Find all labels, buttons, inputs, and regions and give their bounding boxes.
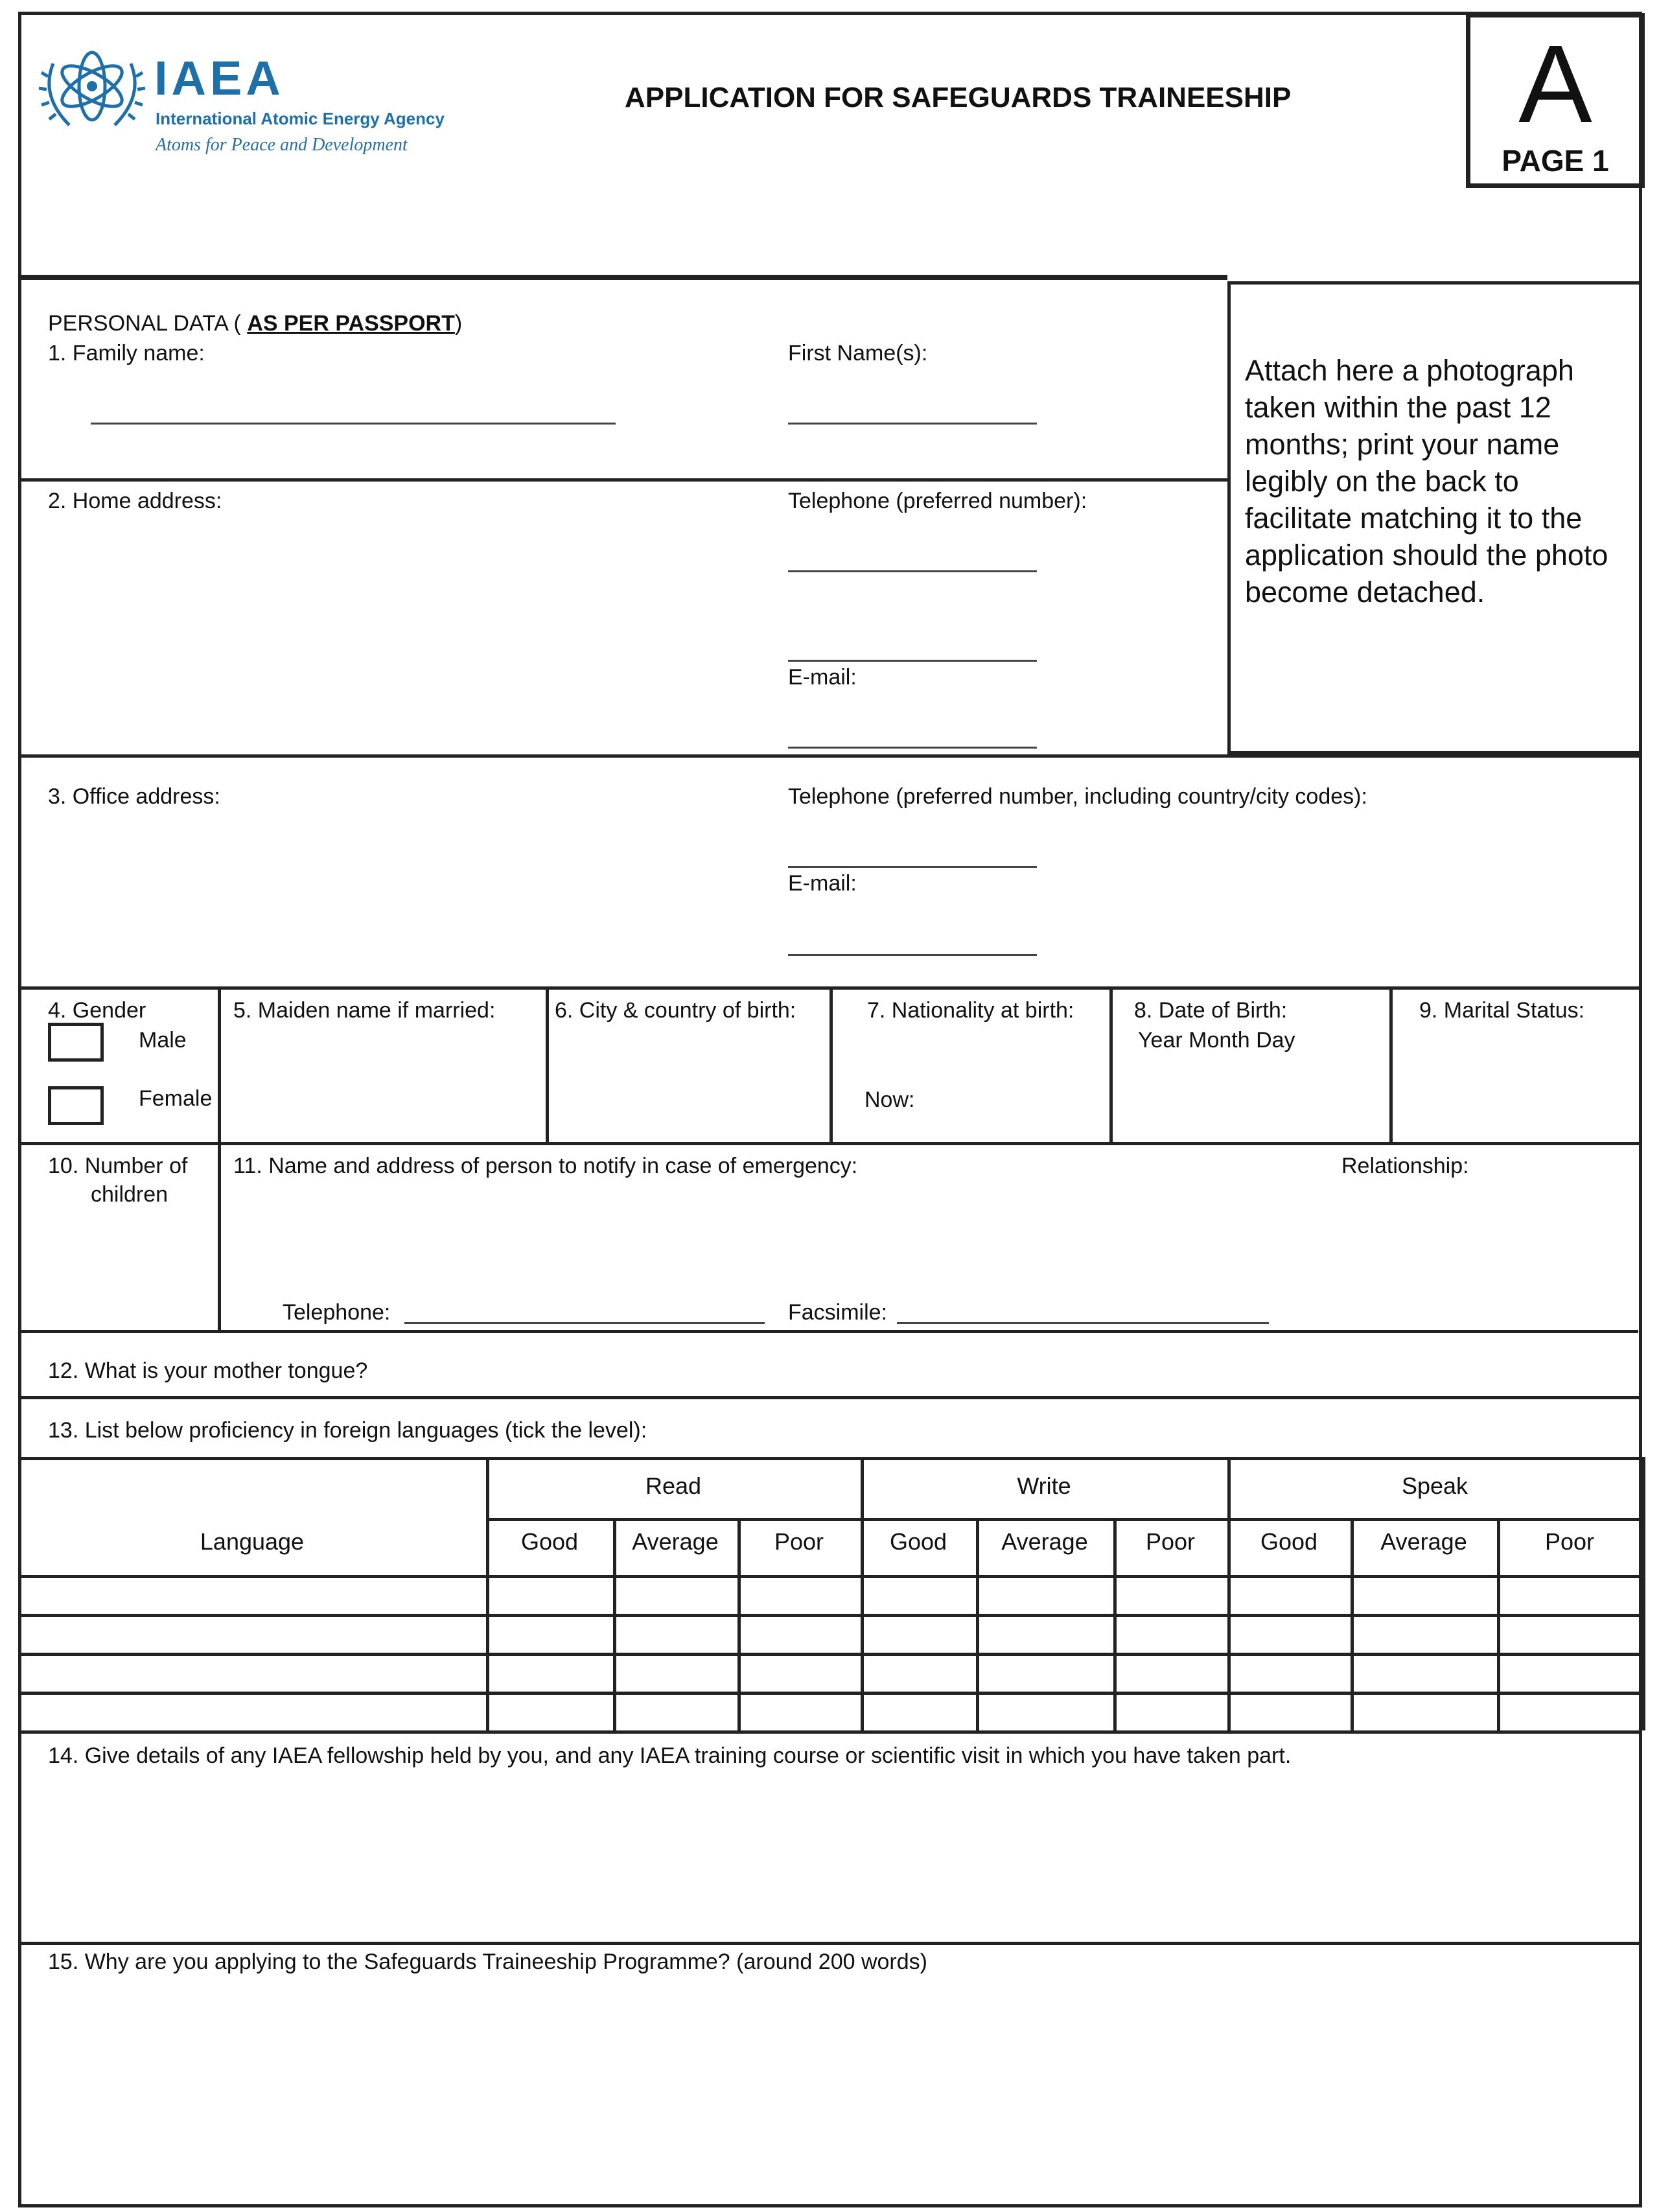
page-badge — [1466, 13, 1645, 188]
row-divider-8 — [18, 1942, 1642, 1945]
proficiency-cell[interactable] — [1500, 1617, 1642, 1653]
level-header-poor: Poor — [774, 1528, 824, 1555]
row-divider-5 — [18, 1330, 1638, 1333]
proficiency-cell[interactable] — [1117, 1617, 1227, 1653]
language-name-cell[interactable] — [21, 1578, 486, 1614]
male-checkbox[interactable] — [48, 1023, 104, 1062]
q15-motivation: 15. Why are you applying to the Safeguards Traineeship Programme? (around 200 words) — [48, 1950, 927, 1974]
marital-status-label: 9. Marital Status: — [1419, 998, 1585, 1023]
proficiency-cell[interactable] — [1117, 1578, 1227, 1614]
proficiency-cell[interactable] — [979, 1656, 1113, 1692]
proficiency-cell[interactable] — [979, 1695, 1113, 1730]
proficiency-cell[interactable] — [741, 1656, 861, 1692]
header-divider — [18, 275, 1227, 280]
home-address-label: 2. Home address: — [48, 489, 222, 513]
office-address-field[interactable] — [48, 814, 735, 976]
birth-city-field[interactable] — [555, 1028, 822, 1138]
gender-label: 4. Gender — [48, 998, 146, 1023]
proficiency-cell[interactable] — [741, 1617, 861, 1653]
personal-data-heading: PERSONAL DATA ( AS PER PASSPORT) — [48, 311, 463, 336]
proficiency-cell[interactable] — [741, 1695, 861, 1730]
group-header-write: Write — [1017, 1473, 1071, 1499]
photo-instructions: Attach here a photograph taken within the past 12 months; print your name legibly on the back to facilitate matching it to the application should the photo become detached. — [1245, 354, 1608, 609]
female-checkbox[interactable] — [48, 1086, 104, 1125]
q14-answer-field[interactable] — [39, 1776, 1627, 1938]
dob-label: 8. Date of Birth: — [1134, 998, 1288, 1023]
proficiency-cell[interactable] — [979, 1578, 1113, 1614]
proficiency-cell[interactable] — [616, 1578, 737, 1614]
family-name-field[interactable] — [91, 423, 616, 425]
table-col-line — [1642, 1457, 1645, 1730]
iaea-logo — [34, 38, 150, 141]
language-column-header: Language — [200, 1528, 305, 1555]
form-letter: A — [1518, 23, 1592, 146]
proficiency-cell[interactable] — [1231, 1695, 1351, 1730]
proficiency-cell[interactable] — [489, 1617, 613, 1653]
proficiency-cell[interactable] — [1354, 1656, 1497, 1692]
q12-mother-tongue: 12. What is your mother tongue? — [48, 1358, 368, 1383]
proficiency-cell[interactable] — [864, 1617, 976, 1653]
emergency-facsimile-field[interactable] — [897, 1322, 1269, 1324]
proficiency-cell[interactable] — [489, 1695, 613, 1730]
nationality-now-label: Now: — [864, 1088, 915, 1112]
relationship-label: Relationship: — [1341, 1154, 1469, 1178]
proficiency-cell[interactable] — [616, 1695, 737, 1730]
nationality-label: 7. Nationality at birth: — [867, 998, 1074, 1023]
group-header-read: Read — [645, 1473, 702, 1499]
emergency-telephone-label: Telephone: — [283, 1300, 391, 1325]
home-email-field[interactable] — [788, 747, 1037, 749]
logo-acronym: IAEA — [154, 51, 284, 105]
row-divider-7 — [18, 1457, 1642, 1460]
office-email-field[interactable] — [788, 954, 1037, 956]
office-phone-field[interactable] — [788, 866, 1037, 868]
office-email-label: E-mail: — [788, 871, 857, 896]
level-header-good: Good — [889, 1528, 947, 1555]
level-header-average: Average — [632, 1528, 719, 1555]
row-divider-2 — [18, 754, 1642, 758]
office-address-label: 3. Office address: — [48, 784, 220, 809]
home-address-field[interactable] — [48, 518, 735, 745]
proficiency-cell[interactable] — [1354, 1617, 1497, 1653]
group-header-speak: Speak — [1401, 1473, 1468, 1499]
dob-parts-label: Year Month Day — [1138, 1028, 1295, 1053]
proficiency-cell[interactable] — [1500, 1695, 1642, 1730]
proficiency-cell[interactable] — [1117, 1656, 1227, 1692]
proficiency-cell[interactable] — [1231, 1617, 1351, 1653]
proficiency-cell[interactable] — [864, 1578, 976, 1614]
proficiency-cell[interactable] — [489, 1578, 613, 1614]
maiden-name-field[interactable] — [233, 1028, 538, 1138]
proficiency-cell[interactable] — [489, 1656, 613, 1692]
proficiency-cell[interactable] — [1500, 1578, 1642, 1614]
photo-box[interactable] — [1227, 281, 1642, 754]
level-header-average: Average — [1001, 1528, 1088, 1555]
proficiency-cell[interactable] — [1354, 1695, 1497, 1730]
proficiency-cell[interactable] — [1231, 1656, 1351, 1692]
proficiency-cell[interactable] — [616, 1656, 737, 1692]
table-subheader-line — [486, 1518, 1642, 1521]
male-label: Male — [139, 1028, 187, 1053]
language-name-cell[interactable] — [21, 1617, 486, 1653]
proficiency-cell[interactable] — [1354, 1578, 1497, 1614]
home-phone-label: Telephone (preferred number): — [788, 489, 1087, 513]
female-label: Female — [139, 1086, 213, 1111]
emergency-contact-label: 11. Name and address of person to notify in case of emergency: — [233, 1154, 858, 1178]
home-phone-field-1[interactable] — [788, 570, 1037, 572]
proficiency-cell[interactable] — [616, 1617, 737, 1653]
language-name-cell[interactable] — [21, 1695, 486, 1730]
proficiency-cell[interactable] — [1231, 1578, 1351, 1614]
maiden-name-label: 5. Maiden name if married: — [233, 998, 496, 1023]
proficiency-cell[interactable] — [1500, 1656, 1642, 1692]
home-phone-field-2[interactable] — [788, 660, 1037, 662]
col-divider-5-6 — [546, 986, 549, 1142]
page-number: PAGE 1 — [1502, 144, 1609, 178]
first-name-label: First Name(s): — [788, 341, 928, 366]
q13-languages: 13. List below proficiency in foreign languages (tick the level): — [48, 1418, 647, 1443]
children-label-1: 10. Number of — [48, 1154, 188, 1178]
row-divider-4 — [18, 1142, 1642, 1145]
proficiency-cell[interactable] — [1117, 1695, 1227, 1730]
q14-fellowship: 14. Give details of any IAEA fellowship held by you, and any IAEA training course or scientific visit in which you have taken part. — [48, 1743, 1292, 1768]
office-phone-label: Telephone (preferred number, including country/city codes): — [788, 784, 1367, 809]
first-name-field[interactable] — [788, 423, 1037, 425]
as-per-passport: AS PER PASSPORT — [247, 311, 455, 336]
page-title: APPLICATION FOR SAFEGUARDS TRAINEESHIP — [625, 82, 1292, 113]
level-header-average: Average — [1380, 1528, 1467, 1555]
level-header-poor: Poor — [1544, 1528, 1595, 1555]
proficiency-cell[interactable] — [979, 1617, 1113, 1653]
family-name-label: 1. Family name: — [48, 341, 205, 366]
col-divider-6-7 — [830, 986, 833, 1142]
row-divider-6 — [18, 1396, 1642, 1399]
q15-answer-field[interactable] — [39, 1983, 1627, 2191]
level-header-poor: Poor — [1145, 1528, 1196, 1555]
logo-org-name: International Atomic Energy Agency — [156, 109, 445, 128]
level-header-good: Good — [520, 1528, 579, 1555]
children-label-2: children — [91, 1182, 168, 1207]
table-row-line — [18, 1730, 1642, 1734]
level-header-good: Good — [1260, 1528, 1318, 1555]
home-email-label: E-mail: — [788, 665, 857, 690]
emergency-facsimile-label: Facsimile: — [788, 1300, 888, 1325]
col-divider-7-8 — [1109, 986, 1113, 1142]
row-divider-1 — [18, 478, 1230, 482]
birth-city-label: 6. City & country of birth: — [555, 998, 796, 1023]
proficiency-cell[interactable] — [741, 1578, 861, 1614]
logo-motto: Atoms for Peace and Development — [156, 135, 408, 155]
language-name-cell[interactable] — [21, 1656, 486, 1692]
emergency-telephone-field[interactable] — [404, 1322, 765, 1324]
proficiency-cell[interactable] — [864, 1695, 976, 1730]
proficiency-cell[interactable] — [864, 1656, 976, 1692]
atom-emblem-icon — [34, 38, 150, 141]
col-divider-8-9 — [1389, 986, 1393, 1142]
col-divider-4-5 — [218, 986, 221, 1331]
emergency-contact-field[interactable] — [233, 1186, 1627, 1283]
